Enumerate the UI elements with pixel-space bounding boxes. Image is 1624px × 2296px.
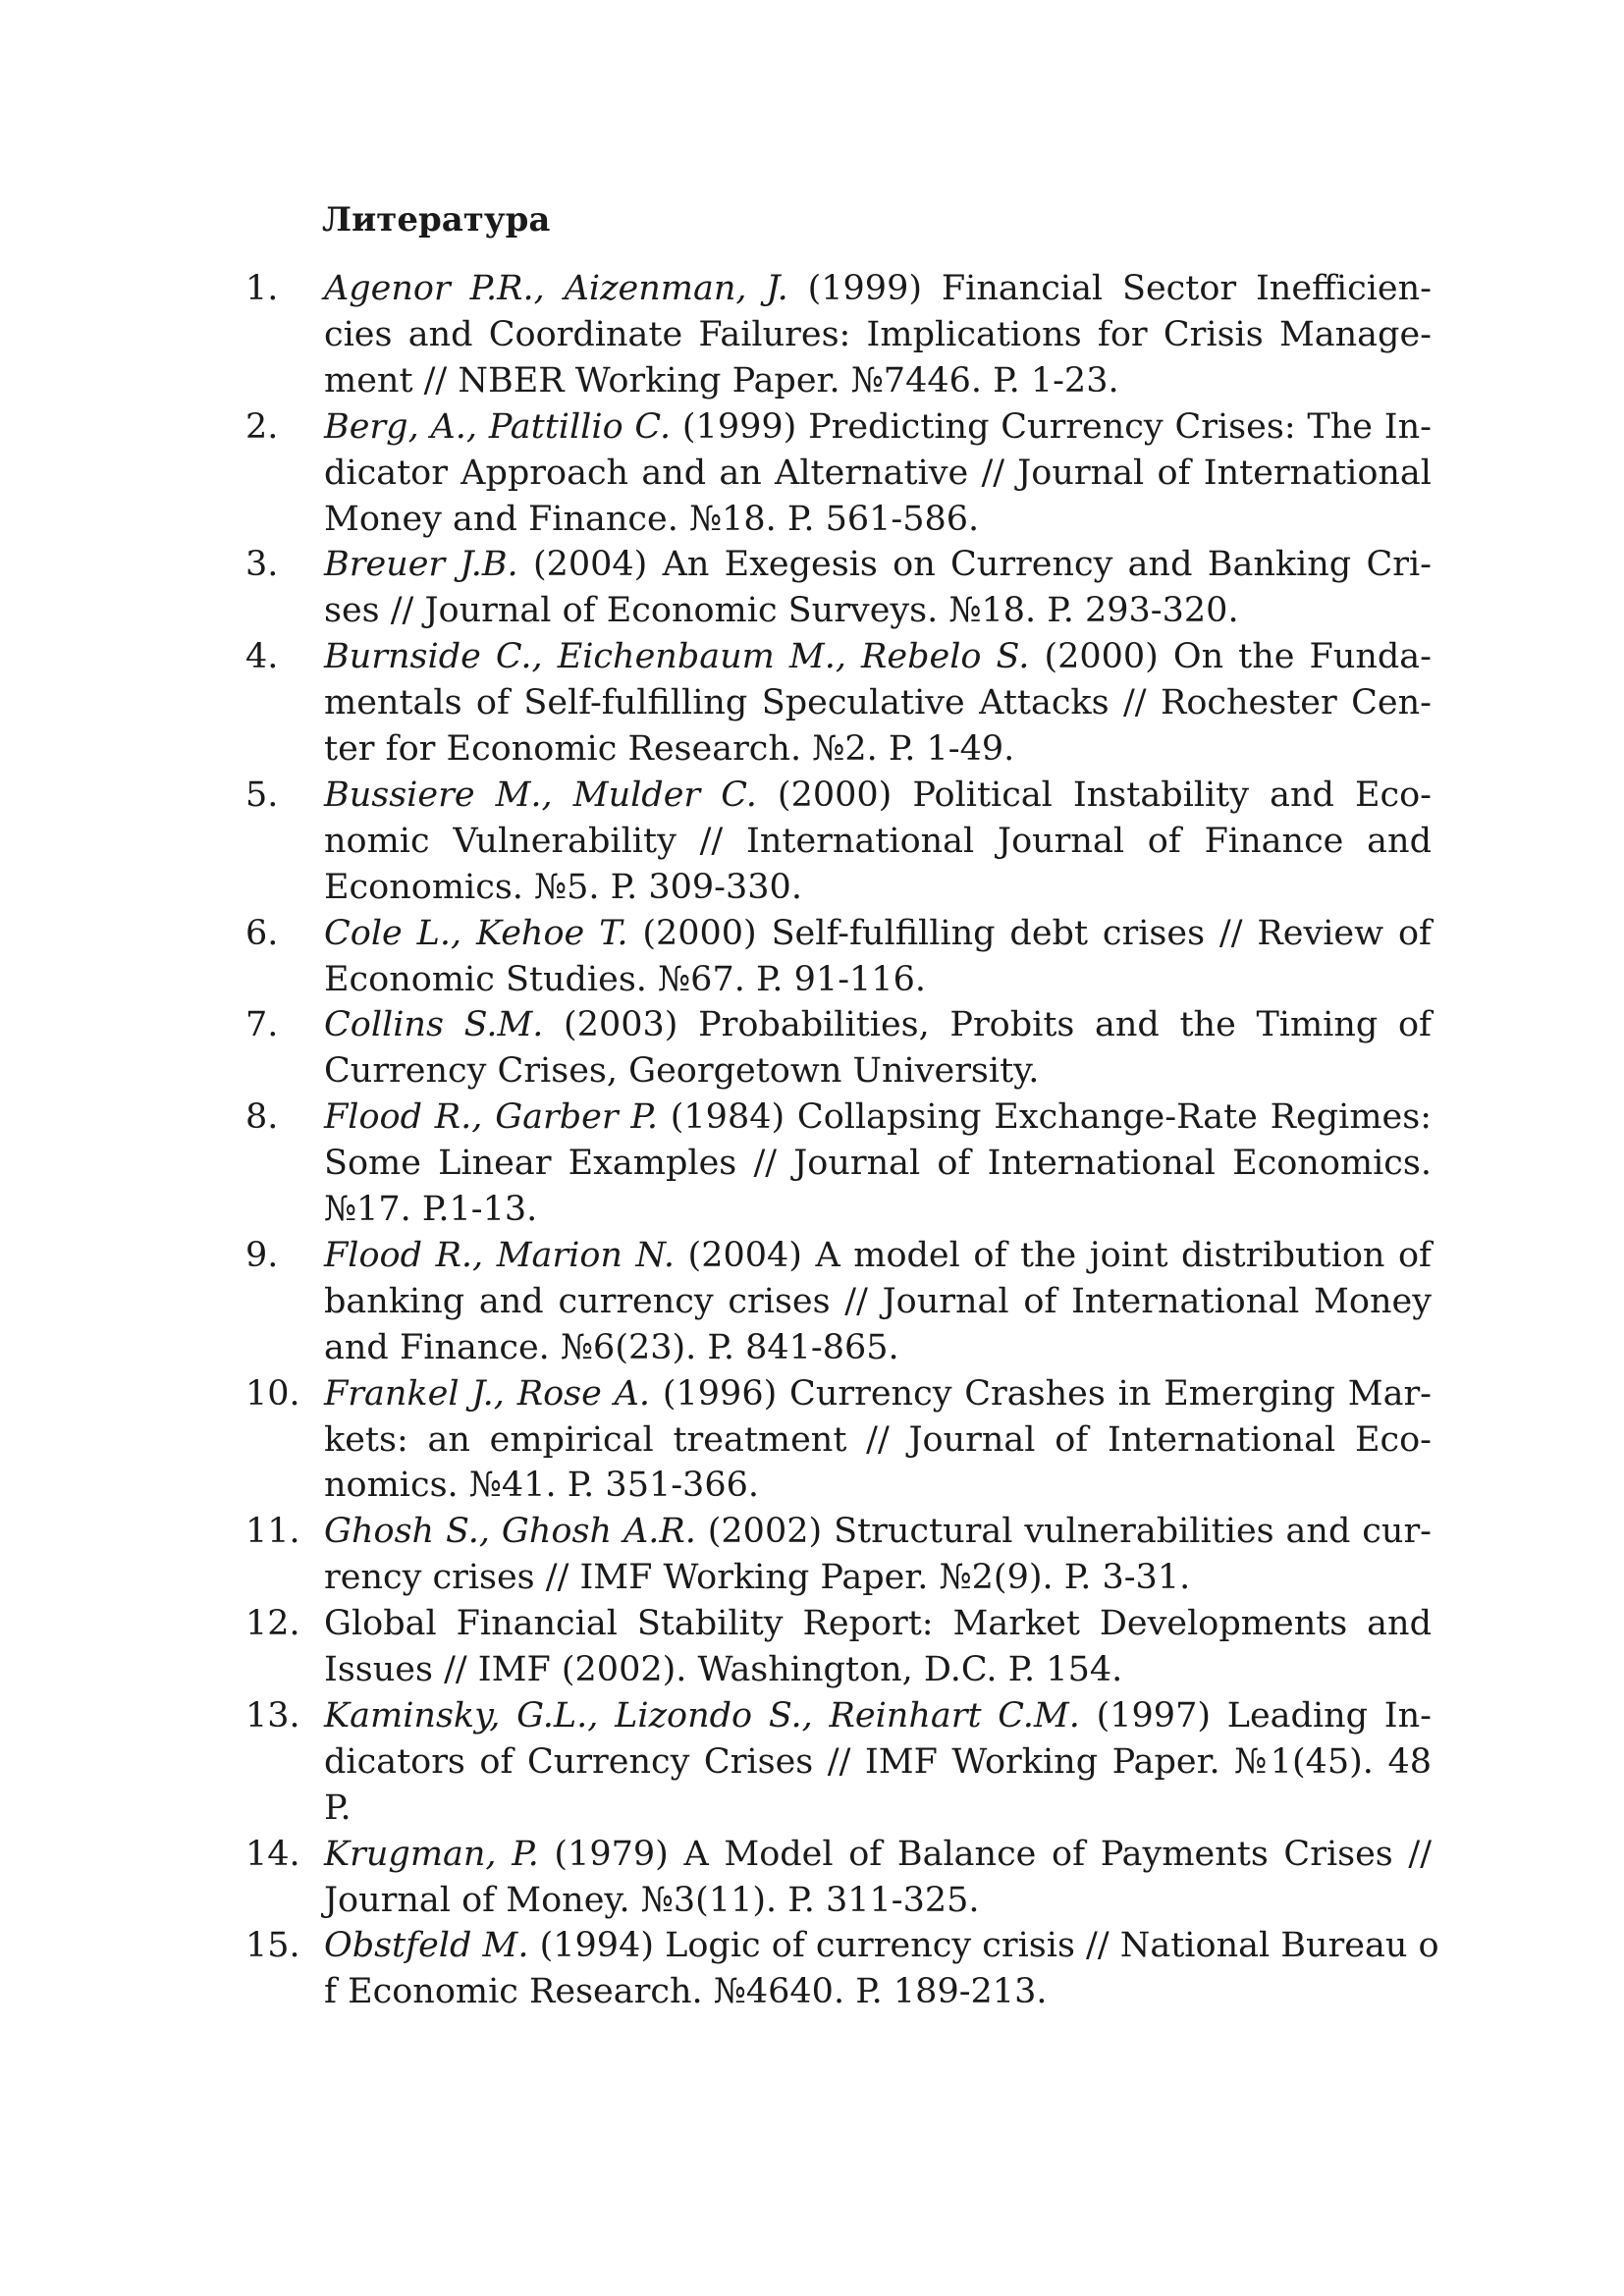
page-title: Литература <box>322 200 551 240</box>
reference-text: (1999) Financial Sector Inefficien- <box>787 269 1432 308</box>
reference-authors: Burnside C., Eichenbaum M., Rebelo S. <box>324 637 1030 677</box>
reference-line <box>324 311 1432 358</box>
reference-line <box>324 1922 1439 1969</box>
reference-number: 8. <box>245 1097 279 1138</box>
reference-line <box>324 1278 1432 1325</box>
reference-text: №17. P.1-13. <box>324 1190 538 1229</box>
reference-text: dicator Approach and an Alternative // Journal of International <box>324 453 1432 493</box>
reference-text: Issues // IMF (2002). Washington, D.C. P. 154. <box>324 1650 1123 1689</box>
reference-number: 10. <box>245 1373 300 1414</box>
reference-text: P. <box>324 1788 352 1828</box>
reference-line <box>324 450 1432 497</box>
reference-number: 15. <box>245 1926 300 1966</box>
reference-number: 14. <box>245 1834 300 1874</box>
reference-text: Economic Studies. №67. P. 91-116. <box>324 959 926 999</box>
reference-line <box>324 1186 1432 1233</box>
reference-text: ses // Journal of Economic Surveys. №18. P. 293-320. <box>324 591 1239 631</box>
reference-authors: Flood R., Marion N. <box>324 1235 675 1275</box>
reference-line <box>324 1001 1432 1048</box>
reference-line <box>324 1232 1432 1279</box>
reference-line <box>324 1554 1432 1601</box>
reference-line <box>324 679 1432 726</box>
reference-text: kets: an empirical treatment // Journal of International Eco- <box>324 1419 1432 1460</box>
reference-line <box>324 864 1432 911</box>
reference-text: Money and Finance. №18. P. 561-586. <box>324 499 980 539</box>
reference-number: 13. <box>245 1695 300 1735</box>
reference-text: mentals of Self-fulfilling Speculative Attacks // Rochester Cen- <box>324 683 1432 723</box>
reference-number: 6. <box>245 913 279 953</box>
reference-line <box>324 1047 1432 1095</box>
reference-number: 5. <box>245 774 279 815</box>
reference-line <box>324 1646 1432 1693</box>
reference-text: (1994) Logic of currency crisis // National Bureau o <box>528 1926 1439 1966</box>
reference-text: Economics. №5. P. 309-330. <box>324 867 802 907</box>
reference-line <box>324 956 1432 1003</box>
reference-line <box>324 1600 1432 1647</box>
reference-line <box>324 541 1432 588</box>
reference-authors: Cole L., Kehoe T. <box>324 913 628 953</box>
reference-text: banking and currency crises // Journal of International Money <box>324 1281 1432 1321</box>
reference-text: Some Linear Examples // Journal of International Economics. <box>324 1144 1432 1184</box>
reference-line <box>324 1508 1432 1555</box>
reference-authors: Kaminsky, G.L., Lizondo S., Reinhart C.M. <box>324 1695 1080 1735</box>
reference-line <box>324 1831 1432 1878</box>
reference-line <box>324 1968 1432 2015</box>
reference-authors: Obstfeld M. <box>324 1926 529 1966</box>
reference-text: f Economic Research. №4640. P. 189-213. <box>324 1972 1048 2012</box>
reference-text: (2004) An Exegesis on Currency and Banking Cri- <box>517 545 1432 585</box>
reference-line <box>324 1094 1432 1141</box>
reference-authors: Bussiere M., Mulder C. <box>324 774 757 815</box>
reference-text: Currency Crises, Georgetown University. <box>324 1051 1040 1092</box>
reference-line <box>324 772 1432 819</box>
reference-authors: Collins S.M. <box>324 1005 544 1045</box>
reference-text: (1979) A Model of Balance of Payments Crises // <box>538 1834 1432 1874</box>
reference-number: 12. <box>245 1604 300 1644</box>
reference-text: Journal of Money. №3(11). P. 311-325. <box>324 1880 980 1920</box>
reference-authors: Frankel J., Rose A. <box>324 1373 651 1414</box>
reference-number: 9. <box>245 1235 279 1275</box>
reference-number: 11. <box>245 1512 300 1552</box>
reference-text: (1996) Currency Crashes in Emerging Mar- <box>650 1373 1432 1414</box>
reference-text: (1997) Leading In- <box>1079 1695 1433 1735</box>
reference-authors: Ghosh S., Ghosh A.R. <box>324 1512 696 1552</box>
reference-line <box>324 1462 1432 1509</box>
reference-authors: Breuer J.B. <box>324 545 518 585</box>
reference-line <box>324 496 1432 543</box>
reference-text: (2000) Self-fulfilling debt crises // Review of <box>627 913 1432 953</box>
reference-text: (2000) Political Instability and Eco- <box>756 774 1432 815</box>
reference-text: (2002) Structural vulnerabilities and cur- <box>695 1512 1432 1552</box>
reference-line <box>324 633 1432 680</box>
reference-text: (1984) Collapsing Exchange-Rate Regimes: <box>657 1097 1432 1138</box>
reference-line <box>324 1738 1432 1786</box>
reference-text: and Finance. №6(23). P. 841-865. <box>324 1327 899 1367</box>
reference-text: (2004) A model of the joint distribution of <box>675 1235 1432 1275</box>
reference-line <box>324 818 1432 865</box>
reference-text: (2003) Probabilities, Probits and the Timing of <box>543 1005 1432 1045</box>
reference-line <box>324 587 1432 634</box>
reference-line <box>324 1324 1432 1371</box>
reference-number: 3. <box>245 545 279 585</box>
reference-text: nomic Vulnerability // International Journal of Finance and <box>324 821 1432 861</box>
reference-line <box>324 1692 1432 1739</box>
reference-text: (1999) Predicting Currency Crises: The In- <box>671 406 1432 447</box>
reference-authors: Agenor P.R., Aizenman, J. <box>324 269 788 308</box>
reference-authors: Berg, A., Pattillio C. <box>324 406 672 447</box>
reference-text: nomics. №41. P. 351-366. <box>324 1466 759 1506</box>
reference-text: (2000) On the Funda- <box>1029 637 1432 677</box>
reference-text: dicators of Currency Crises // IMF Working Paper. №1(45). 48 <box>324 1741 1432 1782</box>
reference-text: Global Financial Stability Report: Market Developments and <box>324 1604 1432 1644</box>
reference-number: 2. <box>245 406 279 447</box>
reference-line <box>324 403 1432 451</box>
reference-line <box>324 1785 1432 1832</box>
reference-authors: Flood R., Garber P. <box>324 1097 658 1138</box>
reference-line <box>324 1140 1432 1187</box>
reference-line <box>324 265 1432 312</box>
reference-line <box>324 725 1432 773</box>
reference-text: ment // NBER Working Paper. №7446. P. 1-23. <box>324 360 1119 400</box>
reference-text: ter for Economic Research. №2. P. 1-49. <box>324 729 1015 769</box>
reference-text: cies and Coordinate Failures: Implications for Crisis Manage- <box>324 314 1432 354</box>
reference-number: 4. <box>245 637 279 677</box>
reference-line <box>324 1370 1432 1417</box>
reference-number: 1. <box>245 269 279 308</box>
reference-number: 7. <box>245 1005 279 1045</box>
reference-text: rency crises // IMF Working Paper. №2(9). P. 3-31. <box>324 1558 1191 1598</box>
reference-line <box>324 910 1432 957</box>
reference-line <box>324 1877 1432 1924</box>
reference-line <box>324 357 1432 404</box>
reference-line <box>324 1416 1432 1464</box>
reference-authors: Krugman, P. <box>324 1834 539 1874</box>
